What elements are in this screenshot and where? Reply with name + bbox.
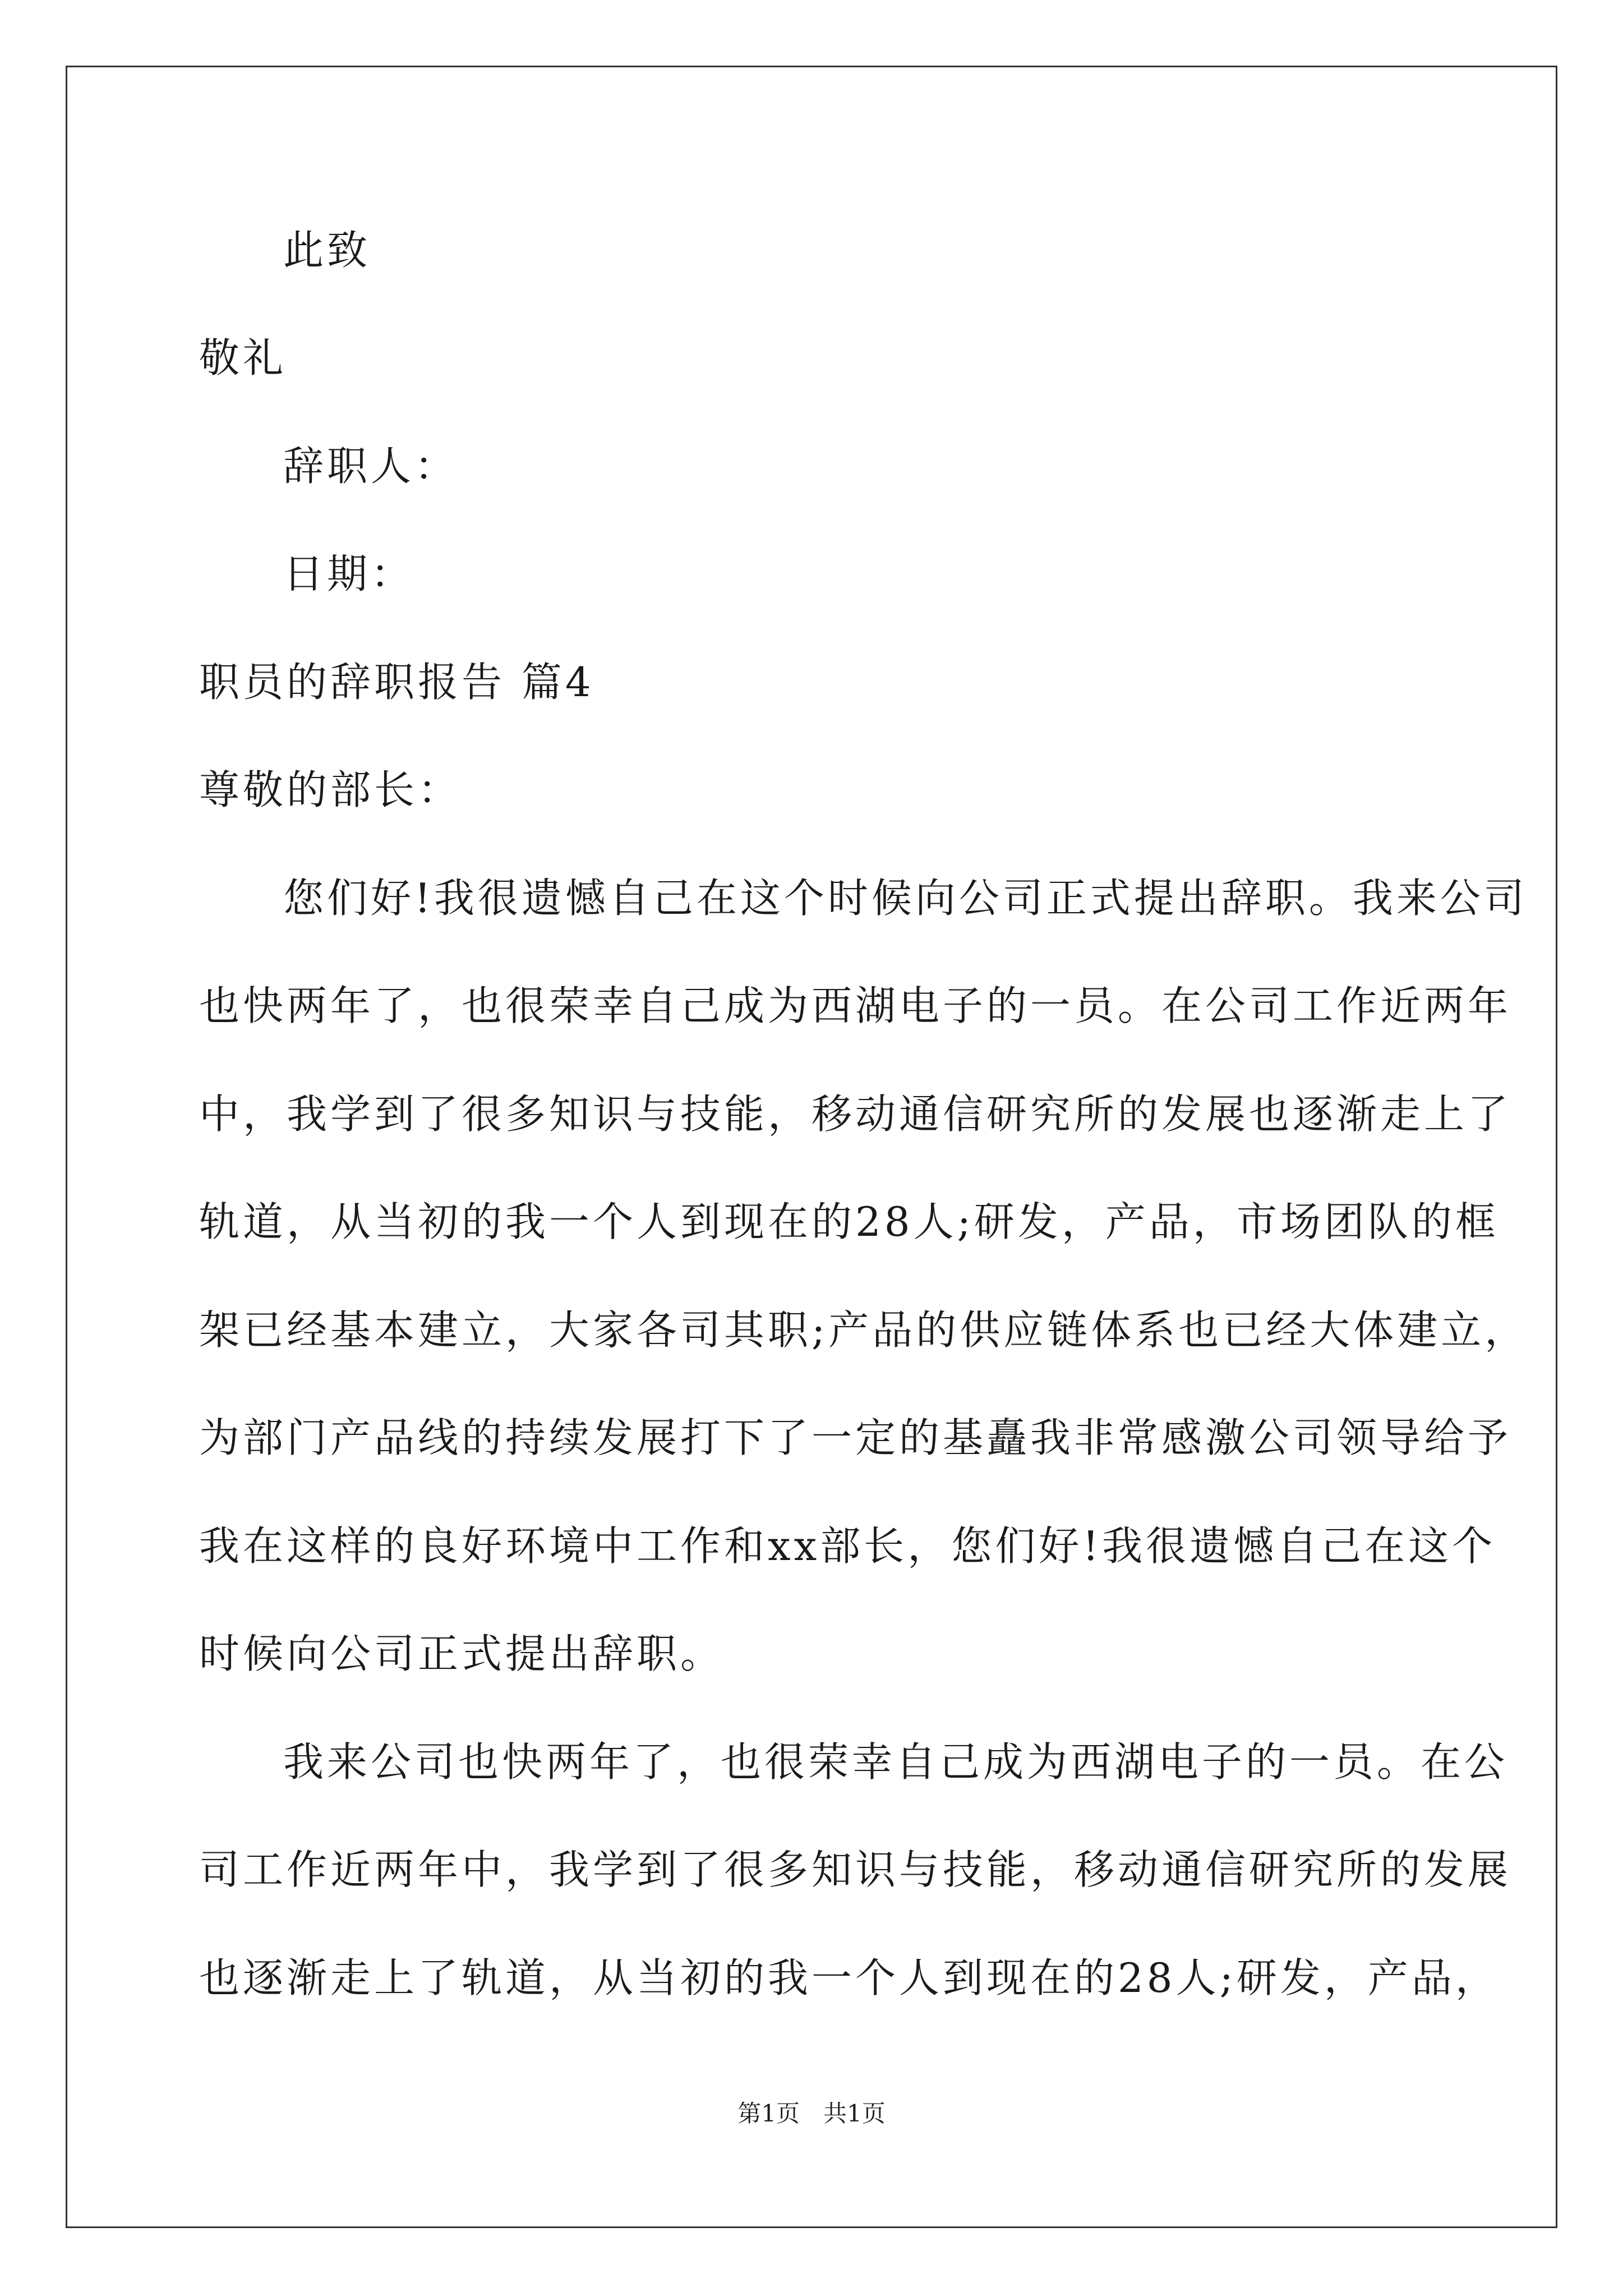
body-line: 您们好!我很遗憾自己在这个时候向公司正式提出辞职。我来公司 <box>283 875 1528 922</box>
body-line: 我在这样的良好环境中工作和xx部长，您们好!我很遗憾自己在这个 <box>199 1522 1496 1570</box>
body-line: 为部门产品线的持续发展打下了一定的基矗我非常感激公司领导给予 <box>199 1414 1512 1461</box>
page-border <box>66 66 1557 2228</box>
body-line: 司工作近两年中，我学到了很多知识与技能，移动通信研究所的发展 <box>199 1846 1512 1893</box>
body-line: 也快两年了，也很荣幸自己成为西湖电子的一员。在公司工作近两年 <box>199 982 1512 1029</box>
body-line: 架已经基本建立，大家各司其职;产品的供应链体系也已经大体建立， <box>199 1306 1529 1354</box>
body-line: 时候向公司正式提出辞职。 <box>199 1630 725 1677</box>
page-footer: 第1页 共1页 <box>737 2100 886 2127</box>
recipient-line: 尊敬的部长： <box>199 766 462 813</box>
body-line: 也逐渐走上了轨道，从当初的我一个人到现在的28人;研发，产品， <box>199 1954 1499 2001</box>
body-line: 中，我学到了很多知识与技能，移动通信研究所的发展也逐渐走上了 <box>199 1091 1512 1138</box>
section-heading: 职员的辞职报告 篇4 <box>199 659 594 706</box>
closing-line: 此致 <box>283 227 371 274</box>
salutation-line: 敬礼 <box>199 334 287 381</box>
body-line: 轨道，从当初的我一个人到现在的28人;研发，产品，市场团队的框 <box>199 1198 1499 1245</box>
date-line: 日期： <box>283 550 415 597</box>
signature-line: 辞职人： <box>283 443 459 490</box>
body-line: 我来公司也快两年了，也很荣幸自己成为西湖电子的一员。在公 <box>283 1738 1509 1786</box>
